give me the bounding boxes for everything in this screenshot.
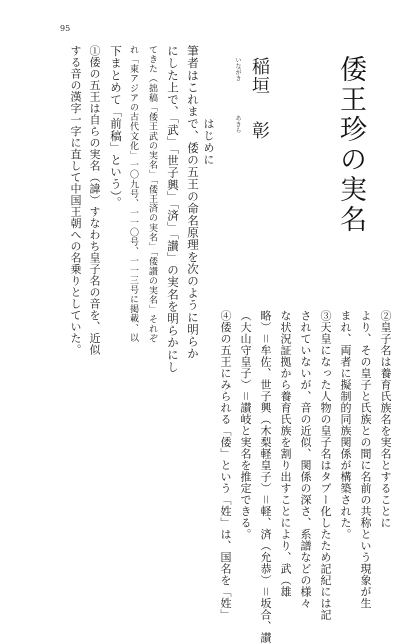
point-line: ②皇子名は養育氏族名を実名とすることに (379, 310, 392, 529)
article-title: 倭王珍の実名 (335, 55, 366, 235)
point-line: ③天皇になった人物の皇子名はタブー化したため記紀には記 (319, 310, 332, 621)
point-line: する音の漢字一字に直して中国王朝への名乗りとしていた。 (69, 45, 82, 356)
author-given-ruby: あきら (234, 115, 241, 133)
intro-line: 筆者はこれまで、倭の五王の命名原理を次のように明らか (186, 45, 200, 360)
intro-line: にした上で、「武」「世子興」「済」「讃」の実名を明らかにし (166, 45, 180, 373)
point-line: な状況証拠から養育氏族を割り出すことにより、武（雄 (279, 310, 292, 598)
point-line: されていないが、音の近似、関係の深さ、系譜などの様々 (299, 310, 312, 609)
point-line: （大山守皇子）＝讃岐と実名を推定できる。 (239, 310, 252, 540)
intro-line: てきた（拙稿「倭王武の実名」「倭王済の実名」「倭讃の実名」それぞ (147, 45, 157, 344)
author-family-ruby: いながき (234, 57, 241, 81)
section-heading: はじめに (202, 118, 215, 166)
point-line: 略）＝牟佐、世子興（木梨軽皇子）＝軽、済（允恭）＝坂合、讃 (259, 310, 272, 644)
intro-line: れ「東アジアの古代文化」一〇九号、一一〇号、一一三号に掲載、以 (128, 45, 138, 343)
author-family-name: 稲垣 (249, 57, 270, 95)
author-given-name: 彰 (249, 121, 270, 139)
point-line: まれ、両者に擬制的同族関係が構築された。 (339, 310, 352, 540)
point-line: より、その皇子と氏族との間に名前の共称という現象が生 (359, 310, 372, 609)
point-line: ①倭の五王は自らの実名（諱）すなわち皇子名の音を、近似 (88, 45, 101, 356)
intro-line: 下まとめて「前稿」という）。 (109, 45, 123, 209)
page-number: 95 (60, 24, 71, 33)
point-line: ④倭の五王にみられる「倭」という「姓」は、国名を「姓」 (219, 310, 232, 621)
